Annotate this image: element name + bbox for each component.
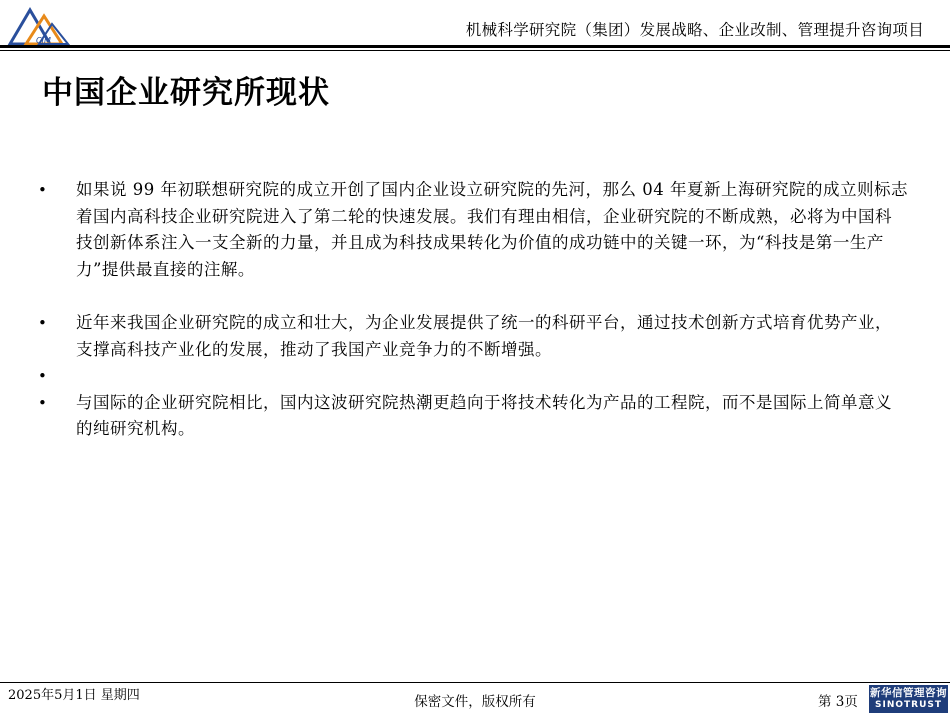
header-divider: [0, 45, 950, 48]
brand-name-cn: 新华信管理咨询: [870, 687, 947, 699]
header-divider-thin: [0, 50, 950, 51]
company-logo: [6, 4, 72, 46]
footer-confidential: 保密文件，版权所有: [414, 694, 536, 710]
bullet-icon: •: [38, 181, 48, 199]
bullet-text: 如果说 99 年初联想研究院的成立开创了国内企业设立研究院的先河，那么 04 年夏新上海研究院的成立则标志着国内高科技企业研究院进入了第二轮的快速发展。我们有理由相信，企业研究院的不断成熟，必将为中国科技创新体系注入一支全新的力量，并且成为科技成果转化为价值的成功链中的关键一环，为“科技是第一生产力”提供最直接的注解。: [76, 180, 908, 279]
bullet-item-empty: [38, 363, 908, 390]
bullet-text: 近年来我国企业研究院的成立和壮大，为企业发展提供了统一的科研平台，通过技术创新方式培育优势产业，支撑高科技产业化的发展，推动了我国产业竞争力的不断增强。: [76, 313, 892, 359]
bullet-item: [38, 390, 908, 443]
bullet-icon: •: [38, 367, 48, 385]
bullet-icon: •: [38, 314, 48, 332]
page-number: 第 3页: [818, 694, 858, 710]
bullet-text: 与国际的企业研究院相比，国内这波研究院热潮更趋向于将技术转化为产品的工程院，而不是国际上简单意义的纯研究机构。: [76, 392, 892, 438]
bullet-list: [38, 177, 908, 443]
header-title: 机械科学研究院（集团）发展战略、企业改制、管理提升咨询项目: [465, 21, 924, 39]
sinotrust-logo: [869, 685, 948, 713]
bullet-icon: •: [38, 393, 48, 412]
bullet-item: [38, 177, 908, 283]
bullet-item: [38, 310, 908, 363]
logo-text: CJM: [36, 36, 51, 45]
page-title: 中国企业研究所现状: [42, 75, 330, 111]
brand-name-en: SINOTRUST: [874, 700, 942, 710]
footer-date: 2025年5月1日 星期四: [8, 688, 140, 703]
footer-divider: [0, 682, 950, 683]
